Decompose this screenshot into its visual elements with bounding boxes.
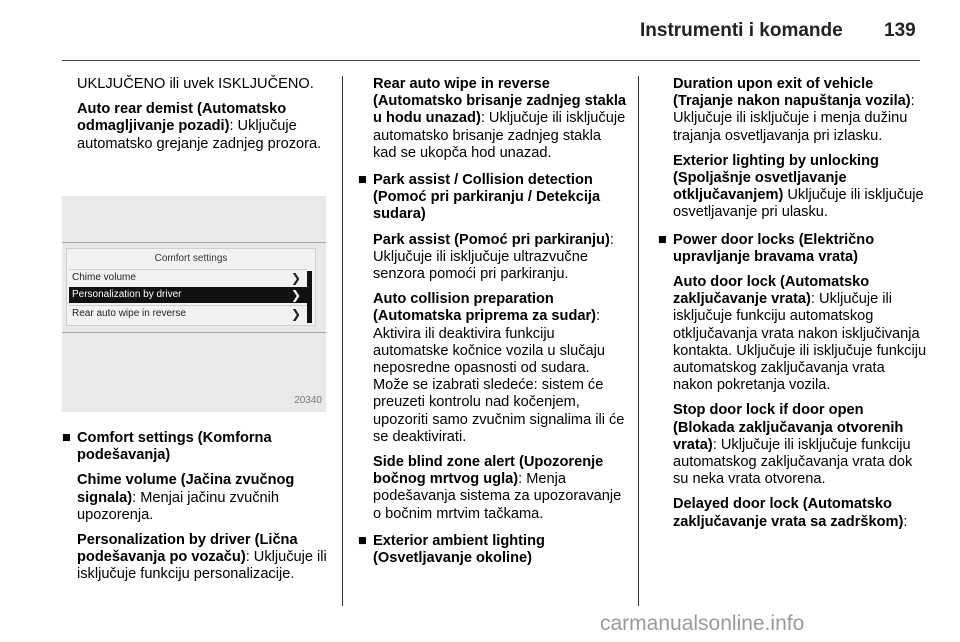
figure-line-bottom — [62, 332, 326, 333]
personalization-text: : Uključuje ili isključuje funkciju personalizacije. — [77, 549, 327, 583]
screen-row-rear-wipe — [69, 305, 307, 321]
collision-title: Auto collision preparation (Automatska priprema za sudar) — [373, 291, 597, 325]
bullet-icon: ■ — [658, 231, 667, 248]
duration-title: Duration upon exit of vehicle (Trajanje nakon napuštanja vozila) — [673, 76, 911, 110]
auto-door-lock-paragraph — [658, 274, 928, 394]
bullet-title: Comfort settings (Komforna podešavanja) — [77, 430, 272, 464]
chevron-right-icon: ❯ — [290, 271, 301, 285]
display-screen — [66, 248, 316, 326]
collision-text: : Aktivira ili deaktivira funkciju automatske kočnice vozila u slučaju neposredne opasnosti od sudara. Može se izabrati sledeće: sistem će preuzeti kontrolu nad kočenjem, upozoriti samo zvučnim signalima ili će se deaktivirati. — [373, 308, 625, 445]
blind-zone-text: : Menja podešavanja sistema za upozoravanje o bočnim mrtvim tačkama. — [373, 471, 622, 522]
screen-row-personalization — [69, 287, 307, 303]
page-header-title: Instrumenti i komande — [640, 20, 843, 41]
screen-row-label: Personalization by driver — [72, 289, 182, 300]
blind-zone-paragraph — [358, 454, 628, 523]
park-assist-text: : Uključuje ili isključuje ultrazvučne senzora pomoći pri parkiranju. — [373, 231, 614, 283]
screen-row-chime — [69, 269, 307, 285]
rear-wipe-title: Rear auto wipe in reverse (Automatsko brisanje zadnjeg stakla u hodu unazad) — [373, 76, 627, 127]
exterior-lighting-title: Exterior lighting by unlocking (Spoljašnje osvetljavanje otključavanjem) — [673, 152, 879, 204]
delayed-door-lock-title: Delayed door lock (Automatsko zaključavanje vrata sa zadrškom) — [673, 496, 904, 530]
column-rule-1 — [342, 76, 343, 606]
exterior-lighting-paragraph — [658, 153, 928, 222]
column-3 — [658, 76, 928, 539]
blind-zone-title: Side blind zone alert (Upozorenje bočnog mrtvog ugla) — [373, 454, 604, 488]
bullet-title: Exterior ambient lighting (Osvetljavanje okoline) — [373, 532, 545, 567]
demist-paragraph — [62, 101, 332, 153]
bullet-icon: ■ — [358, 532, 367, 549]
screen-row-label: Rear auto wipe in reverse — [72, 308, 186, 319]
demist-text: : Uključuje automatsko grejanje zadnjeg prozora. — [77, 118, 322, 152]
bullet-icon: ■ — [358, 172, 367, 189]
delayed-door-lock-text: : — [903, 513, 908, 530]
bullet-ambient-lighting — [358, 533, 628, 567]
chime-paragraph — [62, 472, 332, 524]
chime-text: : Menjai jačinu zvučnih upozorenja. — [77, 489, 279, 523]
page-number: 139 — [884, 20, 916, 41]
bullet-power-door-locks — [658, 232, 928, 266]
comfort-settings-figure — [62, 196, 326, 412]
rear-wipe-text: : Uključuje ili isključuje automatsko brisanje zadnjeg stakla kad se ukopča hod unazad. — [373, 110, 626, 161]
delayed-door-lock-paragraph — [658, 496, 928, 530]
column-2 — [358, 76, 628, 575]
stop-door-lock-paragraph — [658, 402, 928, 488]
auto-door-lock-text: : Uključuje ili isključuje funkciju automatskog otključavanja vrata nakon isključivanja kontakta. Uključuje ili isključuje funkciju automatskog zaključavanja vrata nakon pokretanja vozila. — [673, 291, 927, 394]
column-1-lower — [62, 420, 332, 592]
column-1 — [62, 76, 332, 161]
rear-wipe-paragraph — [358, 76, 628, 162]
bullet-icon: ■ — [62, 430, 71, 446]
chime-title: Chime volume (Jačina zvučnog signala) — [77, 472, 295, 506]
duration-paragraph — [658, 76, 928, 145]
exterior-lighting-text: Uključuje ili isključuje osvetljavanje pri ulasku. — [673, 187, 924, 221]
park-assist-paragraph — [358, 232, 628, 284]
personalization-title: Personalization by driver (Lična podešavanja po vozaču) — [77, 532, 298, 566]
bullet-title: Park assist / Collision detection (Pomoć pri parkiranju / Detekcija sudara) — [373, 172, 601, 223]
auto-door-lock-title: Auto door lock (Automatsko zaključavanje vrata) — [673, 274, 870, 308]
screen-title: Comfort settings — [154, 253, 228, 264]
demist-title: Auto rear demist (Automatsko odmagljivanje pozadi) — [77, 101, 287, 135]
park-assist-title: Park assist (Pomoć pri parkiranju) — [373, 231, 610, 248]
screen-row-label: Chime volume — [72, 272, 136, 283]
figure-line-top — [62, 242, 326, 243]
header-rule — [62, 60, 920, 61]
chevron-right-icon: ❯ — [290, 288, 301, 302]
duration-text: : Uključuje ili isključuje i menja dužinu trajanja osvetljavanja pri izlasku. — [673, 93, 915, 144]
figure-code: 20340 — [294, 395, 322, 406]
bullet-park-assist — [358, 172, 628, 224]
stop-door-lock-text: : Uključuje ili isključuje funkciju automatskog zaključavanja vrata dok su neka vrata otvorena. — [673, 436, 913, 488]
chevron-right-icon: ❯ — [290, 307, 301, 321]
personalization-paragraph — [62, 532, 332, 584]
bullet-comfort-settings — [62, 430, 332, 464]
watermark-link[interactable]: carmanualsonline.info — [600, 612, 805, 635]
screen-scrollbar — [307, 271, 312, 323]
intro-text: UKLJUČENO ili uvek ISKLJUČENO. — [77, 76, 314, 92]
collision-paragraph — [358, 291, 628, 446]
bullet-title: Power door locks (Električno upravljanje bravama vrata) — [673, 231, 875, 265]
column-rule-2 — [638, 76, 639, 606]
stop-door-lock-title: Stop door lock if door open (Blokada zaključavanja otvorenih vrata) — [673, 402, 904, 453]
